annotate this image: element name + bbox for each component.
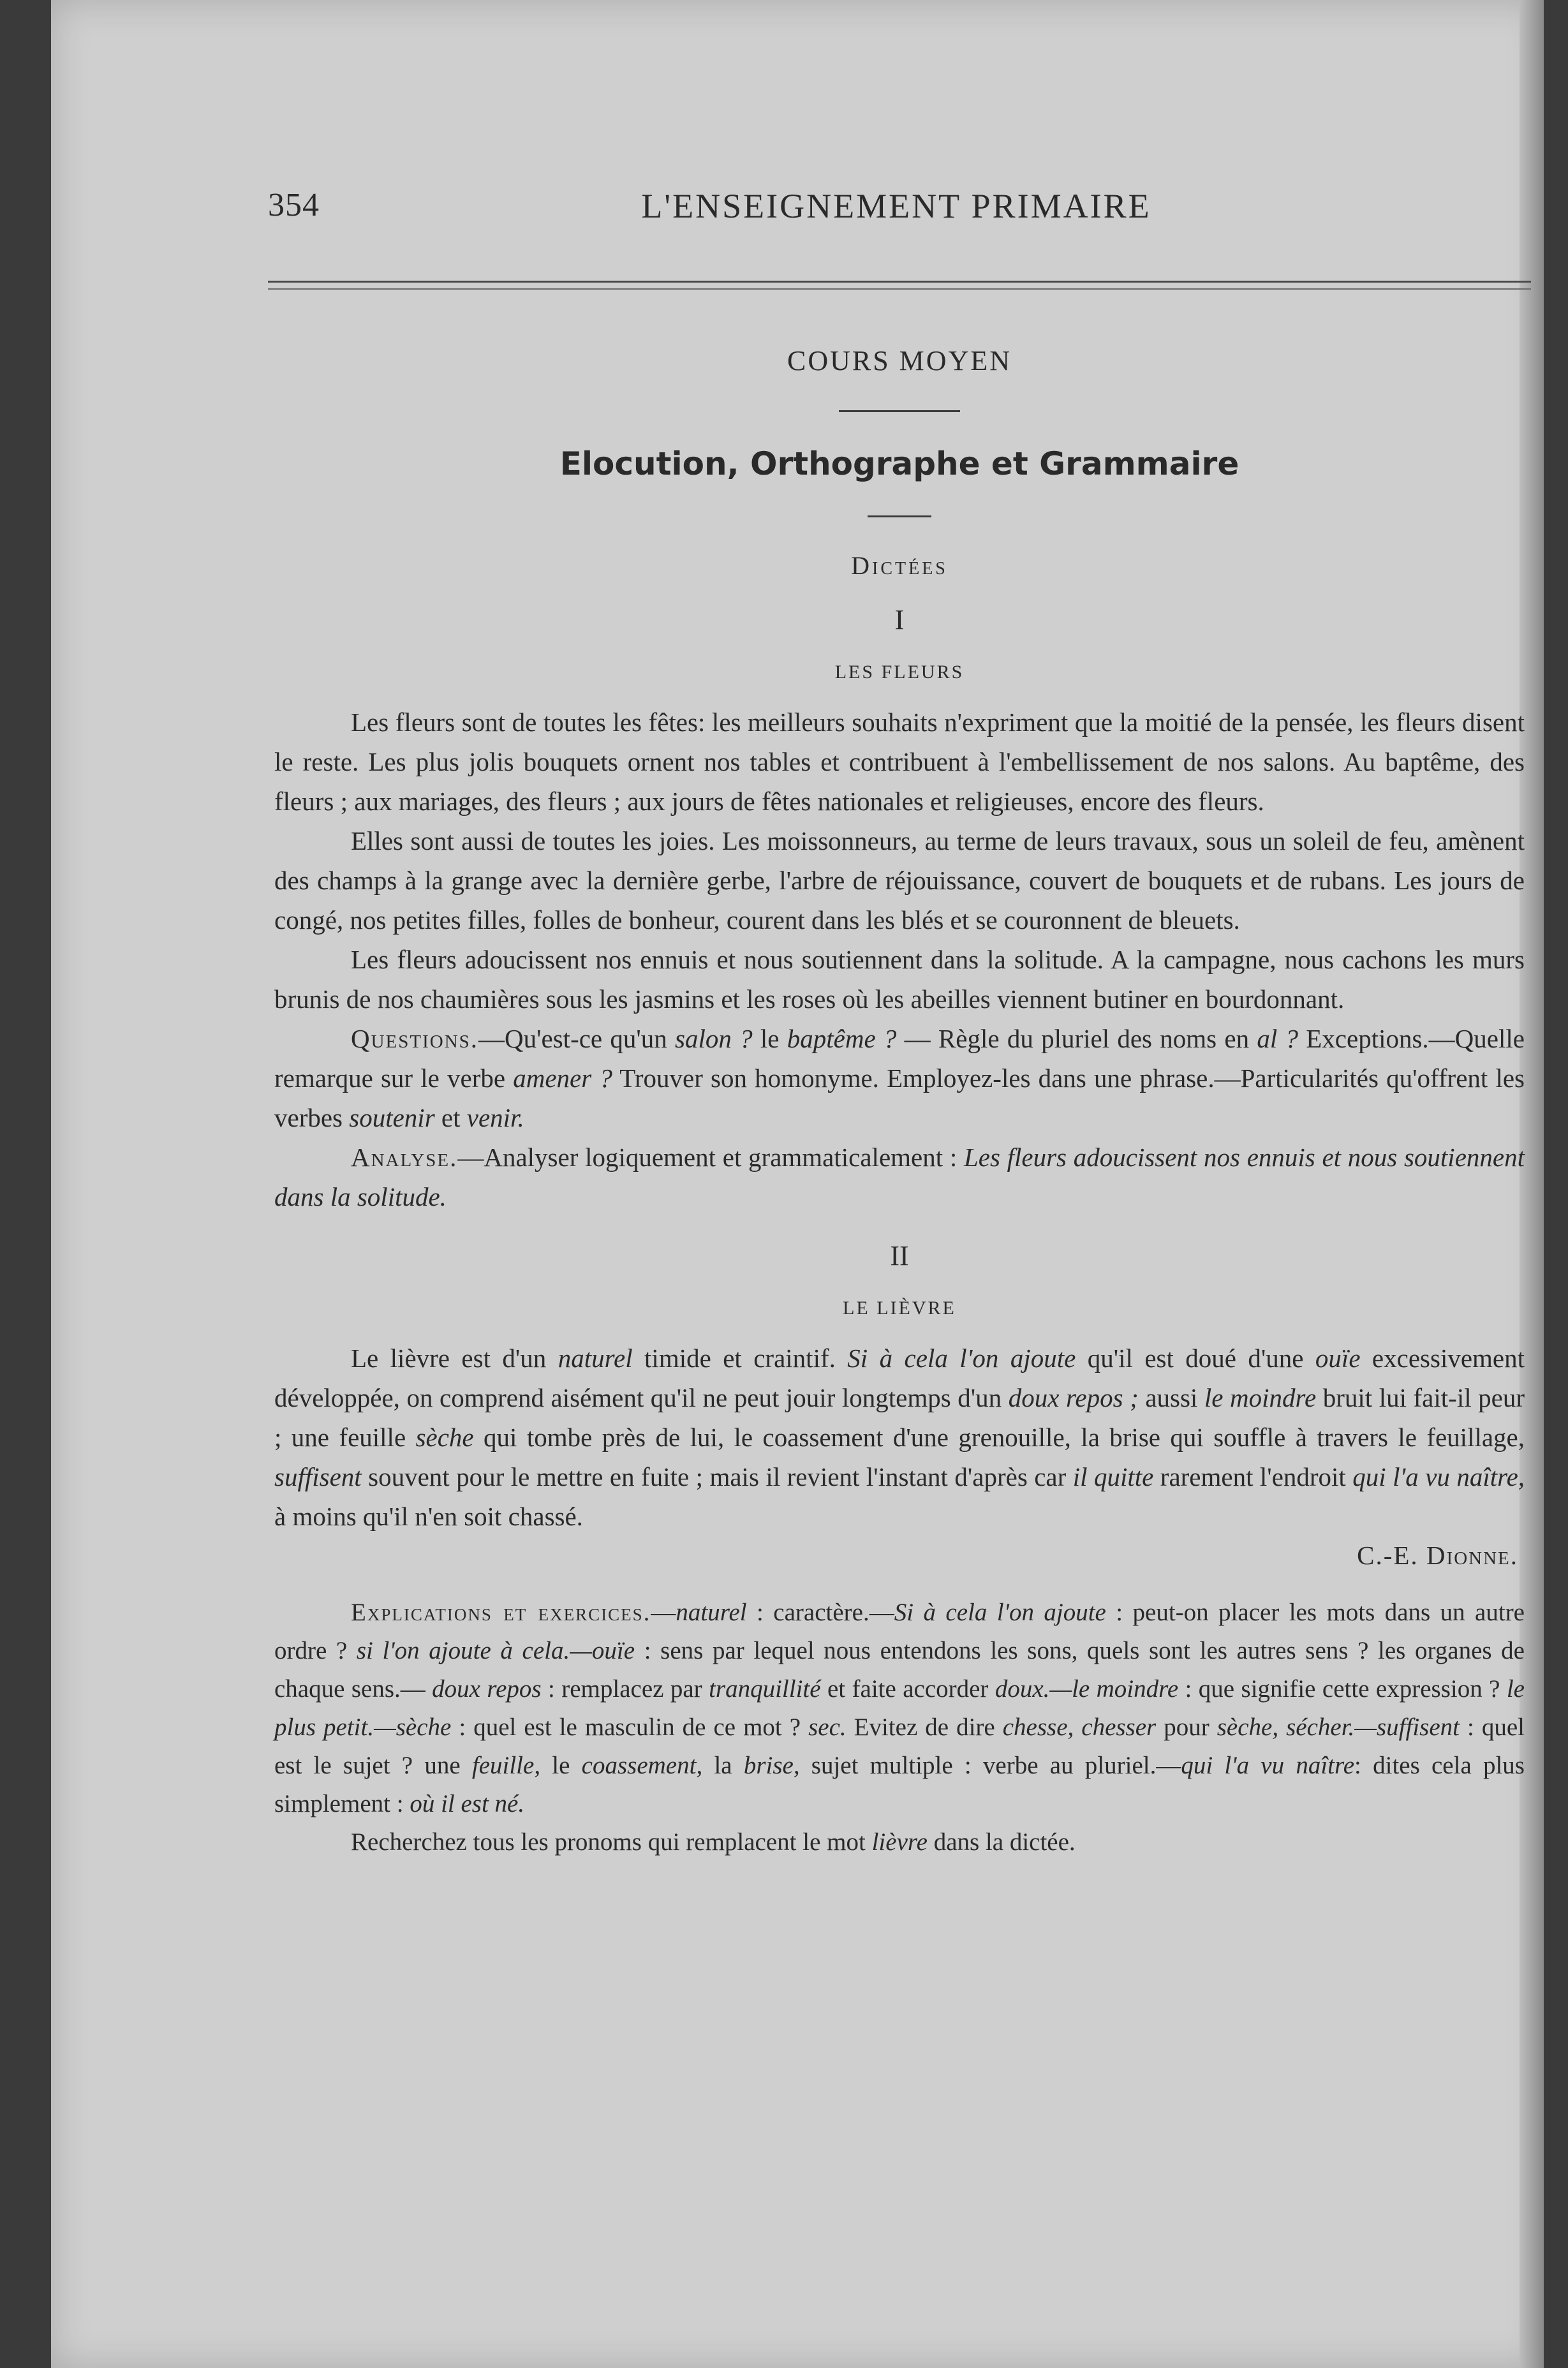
text-italic: ouïe bbox=[1315, 1343, 1361, 1373]
text: bruit lui fait-il peur ; une feuille bbox=[274, 1383, 1525, 1452]
text-italic: suffisent bbox=[274, 1462, 362, 1491]
text: qu'il est doué d'une bbox=[1076, 1343, 1315, 1373]
text: — bbox=[651, 1599, 676, 1626]
recherche-paragraph bbox=[274, 1823, 1525, 1861]
paragraph: Elles sont aussi de toutes les joies. Les moissonneurs, au terme de leurs travaux, sous un soleil de feu, amènent des champs à la grange avec la dernière gerbe, l'arbre de réjouissance, couvert de bouquets et de rubans. Les jours de congé, nos petites filles, folles de bonheur, courent dans les blés et se couronnent de bleuets. bbox=[274, 826, 1525, 935]
text-italic: le plus petit.—sèche bbox=[274, 1675, 1525, 1741]
text-italic: brise, bbox=[743, 1752, 800, 1779]
text: Exceptions.—Quelle remarque sur le verbe bbox=[274, 1024, 1525, 1093]
text-italic: si l'on ajoute à cela.—ouïe bbox=[356, 1637, 635, 1664]
running-title: L'ENSEIGNEMENT PRIMAIRE bbox=[641, 187, 1151, 225]
dictee-heading: LES FLEURS bbox=[834, 662, 965, 683]
text-italic: Si à cela l'on ajoute bbox=[847, 1343, 1076, 1373]
text-italic: doux.—le moindre bbox=[995, 1675, 1179, 1703]
paragraph: Les fleurs sont de toutes les fêtes: les meilleurs souhaits n'expriment que la moitié de la pensée, les fleurs disent le reste. Les plus jolis bouquets ornent nos tables et contribuent à l'embellissement de nos salons. Au baptême, des fleurs ; aux mariages, des fleurs ; aux jours de fêtes nationales et religieuses, encore des fleurs. bbox=[274, 707, 1525, 816]
text-italic: soutenir bbox=[349, 1103, 435, 1132]
text-italic: chesse, chesser bbox=[1002, 1713, 1157, 1741]
text: à moins qu'il n'en soit chassé. bbox=[274, 1502, 583, 1531]
header-rule bbox=[268, 281, 1531, 290]
text-italic: Les fleurs adoucissent nos ennuis et nous soutiennent dans la solitude. bbox=[274, 1143, 1525, 1211]
text-italic: naturel bbox=[676, 1599, 747, 1626]
text: Trouver son homonyme. Employez-les dans une phrase.—Particularités qu'offrent les verbes bbox=[274, 1063, 1525, 1132]
text-italic: salon ? bbox=[675, 1024, 753, 1053]
text-italic: sec. bbox=[808, 1713, 847, 1741]
paragraph bbox=[274, 1338, 1525, 1536]
text-italic: doux repos bbox=[432, 1675, 542, 1703]
text: et faite accorder bbox=[820, 1675, 995, 1703]
author-signature bbox=[274, 1540, 1518, 1571]
text-italic: qui l'a vu naître, bbox=[1352, 1462, 1525, 1491]
text: souvent pour le mettre en fuite ; mais il revient l'instant d'après car bbox=[361, 1462, 1073, 1491]
text: aussi bbox=[1138, 1383, 1204, 1412]
text: : quel est le masculin de ce mot ? bbox=[451, 1713, 809, 1741]
text: : que signifie cette expression ? bbox=[1178, 1675, 1507, 1703]
text-italic: baptême ? bbox=[787, 1024, 897, 1053]
text: qui tombe près de lui, le coassement d'une grenouille, la brise qui souffle à travers le feuillage, bbox=[473, 1423, 1525, 1452]
analyse-label: Analyse. bbox=[351, 1143, 458, 1172]
text: le bbox=[540, 1752, 582, 1779]
text: sujet multiple : verbe au pluriel.— bbox=[799, 1752, 1181, 1779]
divider bbox=[839, 410, 960, 412]
text-italic: lièvre bbox=[871, 1828, 928, 1856]
text: —Qu'est-ce qu'un bbox=[478, 1024, 676, 1053]
page-number: 354 bbox=[268, 187, 320, 223]
text: : remplacez par bbox=[541, 1675, 709, 1703]
explications-paragraph bbox=[274, 1594, 1525, 1823]
text: timide et craintif. bbox=[632, 1343, 848, 1373]
text: la bbox=[702, 1752, 744, 1779]
text-italic: sèche bbox=[415, 1423, 474, 1452]
text-italic: al ? bbox=[1257, 1024, 1298, 1053]
text: : peut-on placer les mots dans un autre ordre ? bbox=[274, 1599, 1525, 1664]
text: pour bbox=[1156, 1713, 1217, 1741]
author-name: C.-E. Dionne. bbox=[1357, 1541, 1518, 1570]
text-italic: sèche, sécher.—suffisent bbox=[1217, 1713, 1460, 1741]
dictee-heading: LE LIÈVRE bbox=[843, 1298, 956, 1319]
text-italic: coassement, bbox=[581, 1752, 703, 1779]
spacer bbox=[274, 1571, 1525, 1594]
paragraph: Les fleurs adoucissent nos ennuis et nous soutiennent dans la solitude. A la campagne, nous cachons les murs brunis de nos chaumières sous les jasmins et les roses où les abeilles viennent butiner en bourdonnant. bbox=[274, 945, 1525, 1014]
dictee-number: II bbox=[890, 1240, 909, 1271]
text-italic: feuille, bbox=[471, 1752, 541, 1779]
text: et bbox=[434, 1103, 467, 1132]
text-italic: naturel bbox=[558, 1343, 633, 1373]
text: Recherchez tous les pronoms qui remplacent le mot bbox=[351, 1828, 872, 1856]
text: : caractère.— bbox=[746, 1599, 894, 1626]
text-italic: tranquillité bbox=[709, 1675, 821, 1703]
book-page bbox=[51, 0, 1544, 2368]
section-heading: COURS MOYEN bbox=[787, 345, 1012, 376]
text-italic: doux repos ; bbox=[1008, 1383, 1139, 1412]
dictee-number: I bbox=[894, 604, 905, 635]
running-header bbox=[268, 186, 1525, 231]
text-italic: où il est né. bbox=[410, 1790, 525, 1817]
page-content bbox=[274, 344, 1525, 1861]
text: rarement l'endroit bbox=[1153, 1462, 1353, 1491]
text: : quel est le sujet ? une bbox=[274, 1713, 1525, 1779]
text-italic: amener ? bbox=[513, 1063, 612, 1093]
text: —Analyser logiquement et grammaticalement : bbox=[457, 1143, 964, 1172]
text-italic: Si à cela l'on ajoute bbox=[894, 1599, 1106, 1626]
text: — Règle du pluriel des noms en bbox=[896, 1024, 1257, 1053]
text-italic: le moindre bbox=[1204, 1383, 1317, 1412]
questions-label: Questions. bbox=[351, 1024, 479, 1053]
analyse-paragraph bbox=[274, 1137, 1525, 1217]
subtitle: Dictées bbox=[851, 551, 948, 580]
explications-label: Explications et exercices. bbox=[351, 1599, 651, 1626]
divider bbox=[868, 515, 931, 517]
article-title: Elocution, Orthographe et Grammaire bbox=[559, 445, 1239, 482]
text-italic: venir. bbox=[466, 1103, 524, 1132]
text: dans la dictée. bbox=[927, 1828, 1076, 1856]
text: : dites cela plus simplement : bbox=[274, 1752, 1525, 1817]
text-italic: qui l'a vu naître bbox=[1181, 1752, 1355, 1779]
text: : sens par lequel nous entendons les sons, quels sont les autres sens ? les organes de chaque sens.— bbox=[274, 1637, 1525, 1703]
questions-paragraph bbox=[274, 1019, 1525, 1137]
text: le bbox=[752, 1024, 787, 1053]
text: Le lièvre est d'un bbox=[351, 1343, 558, 1373]
text: excessivement développée, on comprend aisément qu'il ne peut jouir longtemps d'un bbox=[274, 1343, 1525, 1412]
text-italic: il quitte bbox=[1072, 1462, 1154, 1491]
text: Evitez de dire bbox=[846, 1713, 1003, 1741]
